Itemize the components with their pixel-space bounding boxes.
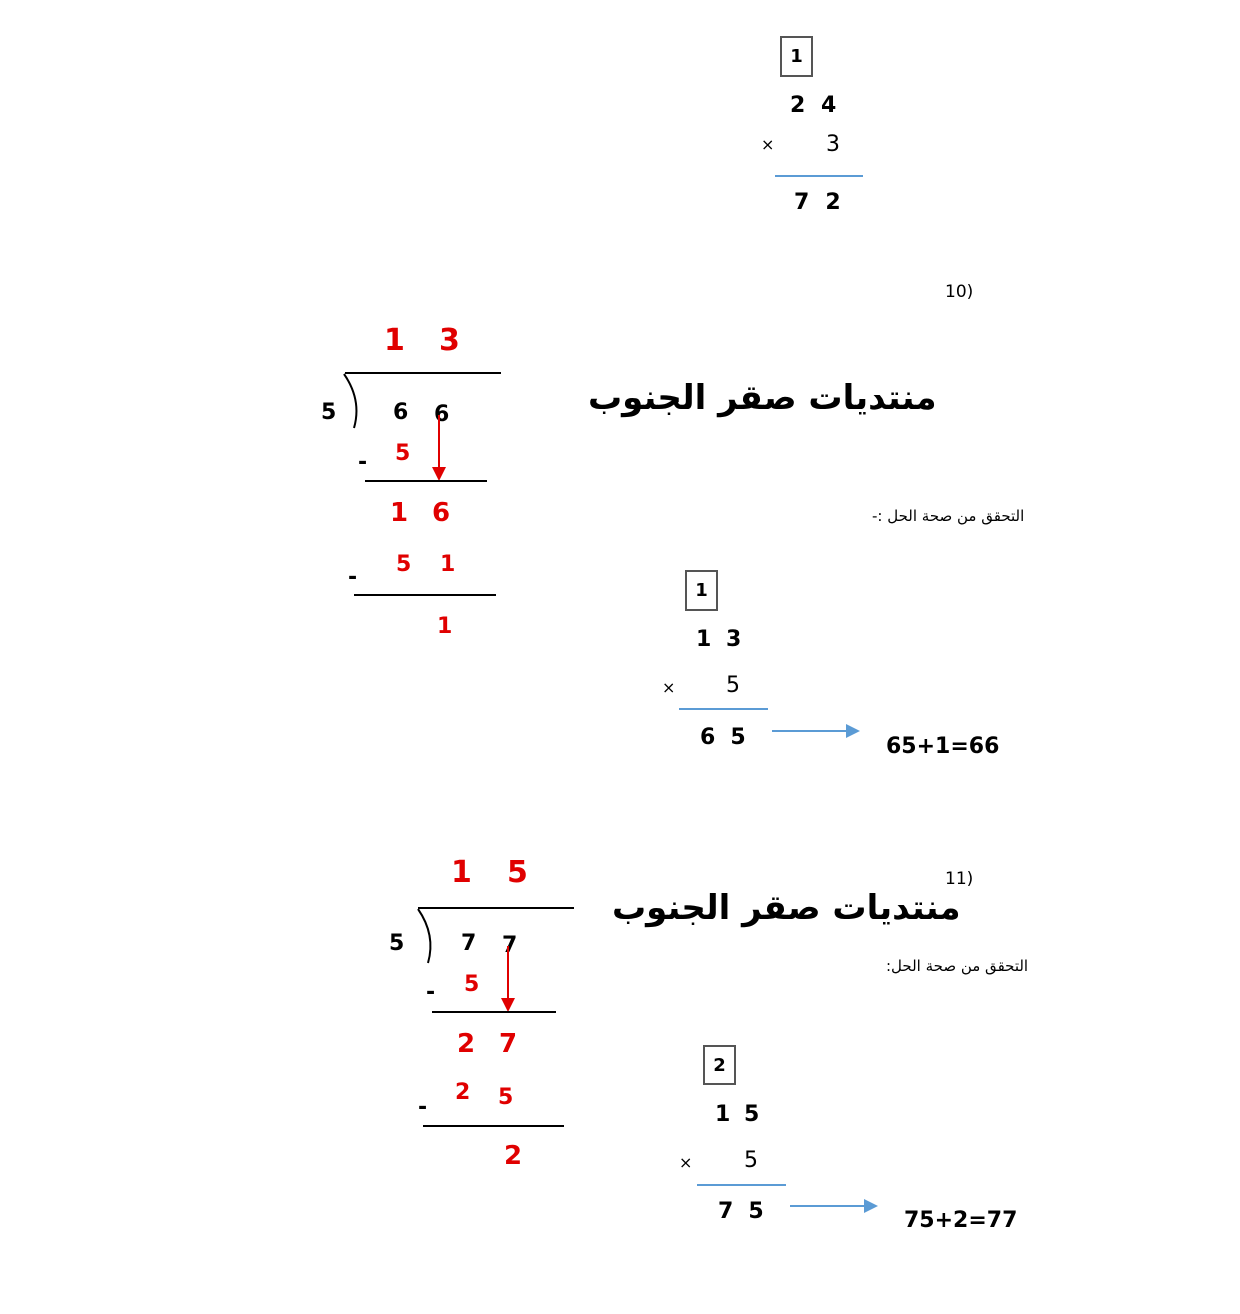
subtract-clip xyxy=(464,972,479,993)
quotient-digit: 1 xyxy=(384,323,405,358)
subtract-clip xyxy=(455,1080,470,1102)
multiplicand-digit: 2 xyxy=(790,93,806,118)
minus-sign: - xyxy=(358,450,368,475)
check-equation: 75+2=77 xyxy=(904,1208,1018,1230)
problem-number: 10) xyxy=(945,282,974,302)
subtract-line xyxy=(354,594,496,596)
dividend-digit: 6 xyxy=(393,400,409,425)
multiplicand-digit: 1 xyxy=(715,1102,731,1127)
dividend-digit: 7 xyxy=(502,933,518,958)
multiplicand-digit: 5 xyxy=(744,1102,760,1127)
product-line xyxy=(775,175,863,177)
result-arrow xyxy=(772,724,862,738)
multiplier-digit: 3 xyxy=(826,132,840,157)
remainder-digit: 2 xyxy=(457,1029,476,1059)
equation-clip xyxy=(886,734,999,754)
subtract-clip xyxy=(498,1085,513,1107)
subtract-digit: 5 xyxy=(396,552,412,572)
product-digit: 5 xyxy=(730,725,746,749)
final-remainder: 1 xyxy=(437,614,453,639)
division-bracket xyxy=(340,372,370,432)
equation-clip xyxy=(904,1208,1017,1230)
multiplicand-digit: 3 xyxy=(726,627,742,652)
product-digit: 5 xyxy=(748,1199,764,1223)
multiply-sign: × xyxy=(679,1153,693,1172)
subtract-digit: 1 xyxy=(440,552,456,577)
quotient-digit: 3 xyxy=(439,323,460,358)
minus-sign: - xyxy=(418,1095,428,1120)
subtract-digit: 5 xyxy=(464,972,480,993)
result-arrow xyxy=(790,1199,880,1213)
quotient-digit: 1 xyxy=(451,855,472,890)
bring-down-arrow xyxy=(501,946,515,1012)
remainder-digit: 1 xyxy=(390,498,409,528)
product-clip xyxy=(700,725,746,749)
multiplier-digit: 5 xyxy=(744,1148,758,1173)
subtract-digit: 5 xyxy=(498,1085,514,1107)
subtract-line xyxy=(365,480,487,482)
divisor: 5 xyxy=(389,931,405,956)
product-digit: 2 xyxy=(825,190,841,214)
multiplicand-digit: 1 xyxy=(696,627,712,652)
subtract-digit: 5 xyxy=(395,441,411,461)
subtract-line xyxy=(423,1125,564,1127)
final-remainder: 2 xyxy=(504,1141,523,1171)
product-line xyxy=(697,1184,786,1186)
quotient-digit: 5 xyxy=(507,855,528,890)
remainder-digit: 7 xyxy=(499,1029,518,1059)
bring-down-arrow xyxy=(432,415,446,481)
multiply-sign: × xyxy=(662,678,676,697)
subtract-clip xyxy=(396,552,411,572)
dividend-digit: 7 xyxy=(461,931,477,956)
multiply-sign: × xyxy=(761,135,775,154)
carry-box: 2 xyxy=(703,1045,736,1085)
divisor: 5 xyxy=(321,400,337,425)
carry-box: 1 xyxy=(780,36,813,77)
product-digit: 7 xyxy=(718,1199,734,1223)
watermark-text: منتديات صقر الجنوب xyxy=(612,888,961,928)
remainder-digit: 6 xyxy=(432,498,451,528)
subtract-digit: 2 xyxy=(455,1080,471,1102)
multiplier-digit: 5 xyxy=(726,673,740,698)
product-clip xyxy=(718,1199,764,1223)
problem-number: 11) xyxy=(945,869,974,889)
carry-box: 1 xyxy=(685,570,718,611)
minus-sign: - xyxy=(348,565,358,590)
dividend-digit: 6 xyxy=(434,402,450,427)
watermark-text: منتديات صقر الجنوب xyxy=(588,378,937,418)
multiplicand-digit: 4 xyxy=(821,93,837,118)
product-clip xyxy=(794,190,841,214)
minus-sign: - xyxy=(426,980,436,1005)
product-digit: 6 xyxy=(700,725,716,749)
check-label: التحقق من صحة الحل: xyxy=(886,957,1029,975)
division-bracket xyxy=(414,907,444,967)
product-digit: 7 xyxy=(794,190,810,214)
check-equation: 65+1=66 xyxy=(886,734,1000,754)
product-line xyxy=(679,708,768,710)
check-label: التحقق من صحة الحل :- xyxy=(872,507,1025,525)
subtract-clip xyxy=(395,441,410,461)
subtract-line xyxy=(432,1011,556,1013)
